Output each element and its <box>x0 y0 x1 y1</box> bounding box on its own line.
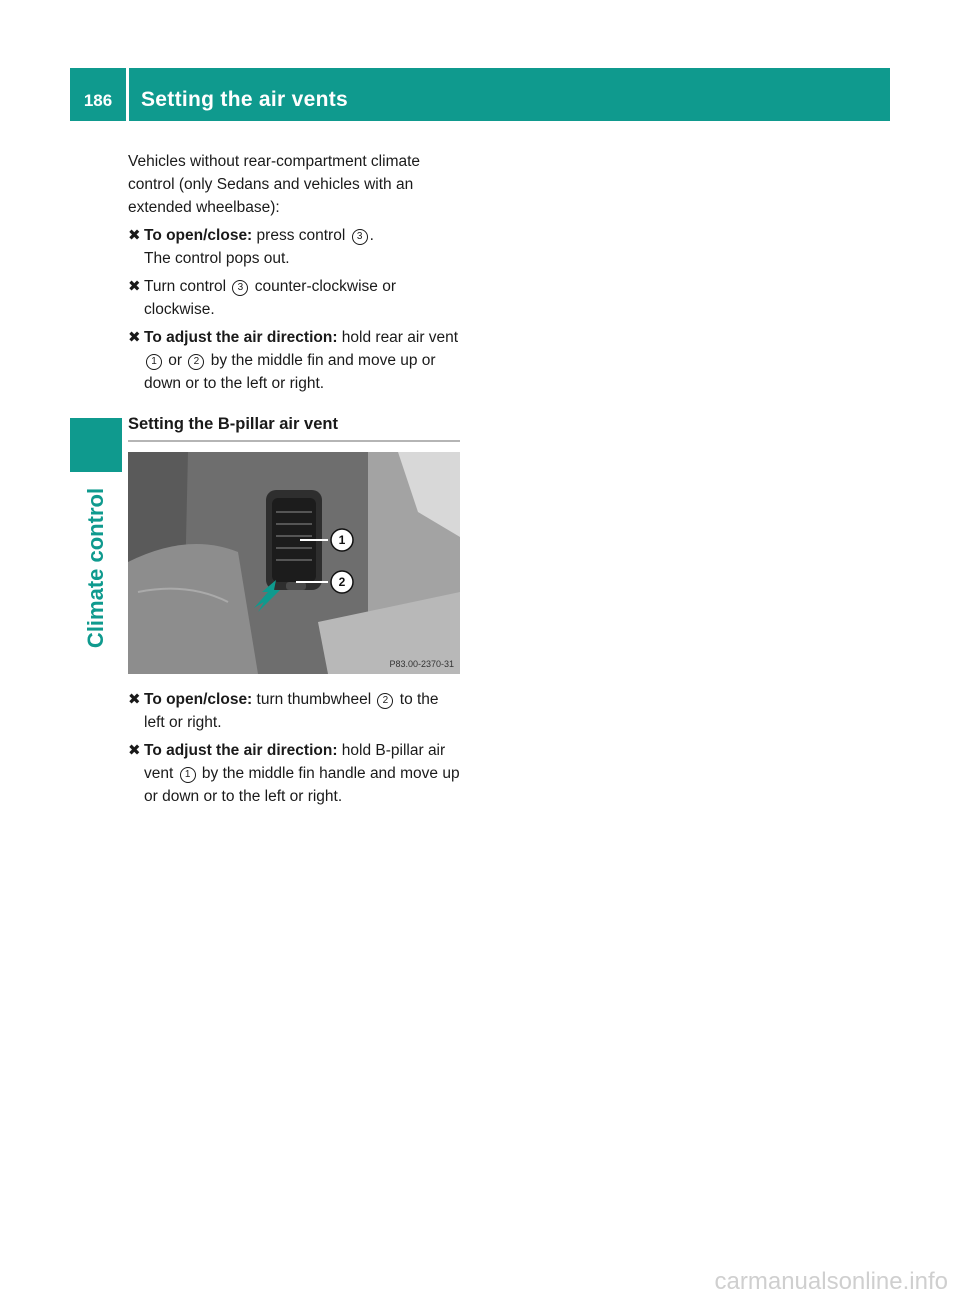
watermark: carmanualsonline.info <box>714 1268 948 1295</box>
step-turn-control: ✖ Turn control 3 counter-clockwise or clockwise. <box>128 275 460 321</box>
callout-1-icon: 1 <box>180 767 196 783</box>
figure-image-code: P83.00-2370-31 <box>389 659 454 669</box>
callout-3-icon: 3 <box>352 229 368 245</box>
step-arrow-icon: ✖ <box>128 691 141 708</box>
figure-callout-2: 2 <box>338 575 346 589</box>
callout-2-icon: 2 <box>188 354 204 370</box>
step-result: The control pops out. <box>144 250 290 267</box>
callout-1-icon: 1 <box>146 354 162 370</box>
step-arrow-icon: ✖ <box>128 227 141 244</box>
header-divider <box>126 68 129 121</box>
step-arrow-icon: ✖ <box>128 278 141 295</box>
step-arrow-icon: ✖ <box>128 742 141 759</box>
callout-3-icon: 3 <box>232 280 248 296</box>
b-pillar-vent-figure <box>128 452 460 674</box>
page-number: 186 <box>83 91 113 110</box>
step-adjust-bpillar: ✖ To adjust the air direction: hold B-pillar air vent 1 by the middle fin handle and move up or down or to the left or right. <box>128 739 460 808</box>
step-open-close-rear: ✖ To open/close: press control 3 . The control pops out. <box>128 224 460 270</box>
side-tab-label: Climate control <box>83 487 108 649</box>
figure-callout-1: 1 <box>338 533 346 547</box>
section-heading: Setting the B-pillar air vent <box>128 413 460 442</box>
step-open-close-bpillar: ✖ To open/close: turn thumbwheel 2 to the left or right. <box>128 688 460 734</box>
step-arrow-icon: ✖ <box>128 329 141 346</box>
content-column <box>128 150 460 813</box>
step-adjust-rear: ✖ To adjust the air direction: hold rear air vent 1 or 2 by the middle fin and move up or down or to the left or right. <box>128 326 460 395</box>
page-header-title: Setting the air vents <box>141 88 349 111</box>
side-tab-square <box>70 418 122 472</box>
callout-2-icon: 2 <box>377 693 393 709</box>
intro-text: Vehicles without rear-compartment climate control (only Sedans and vehicles with an extended wheelbase): <box>128 153 421 216</box>
